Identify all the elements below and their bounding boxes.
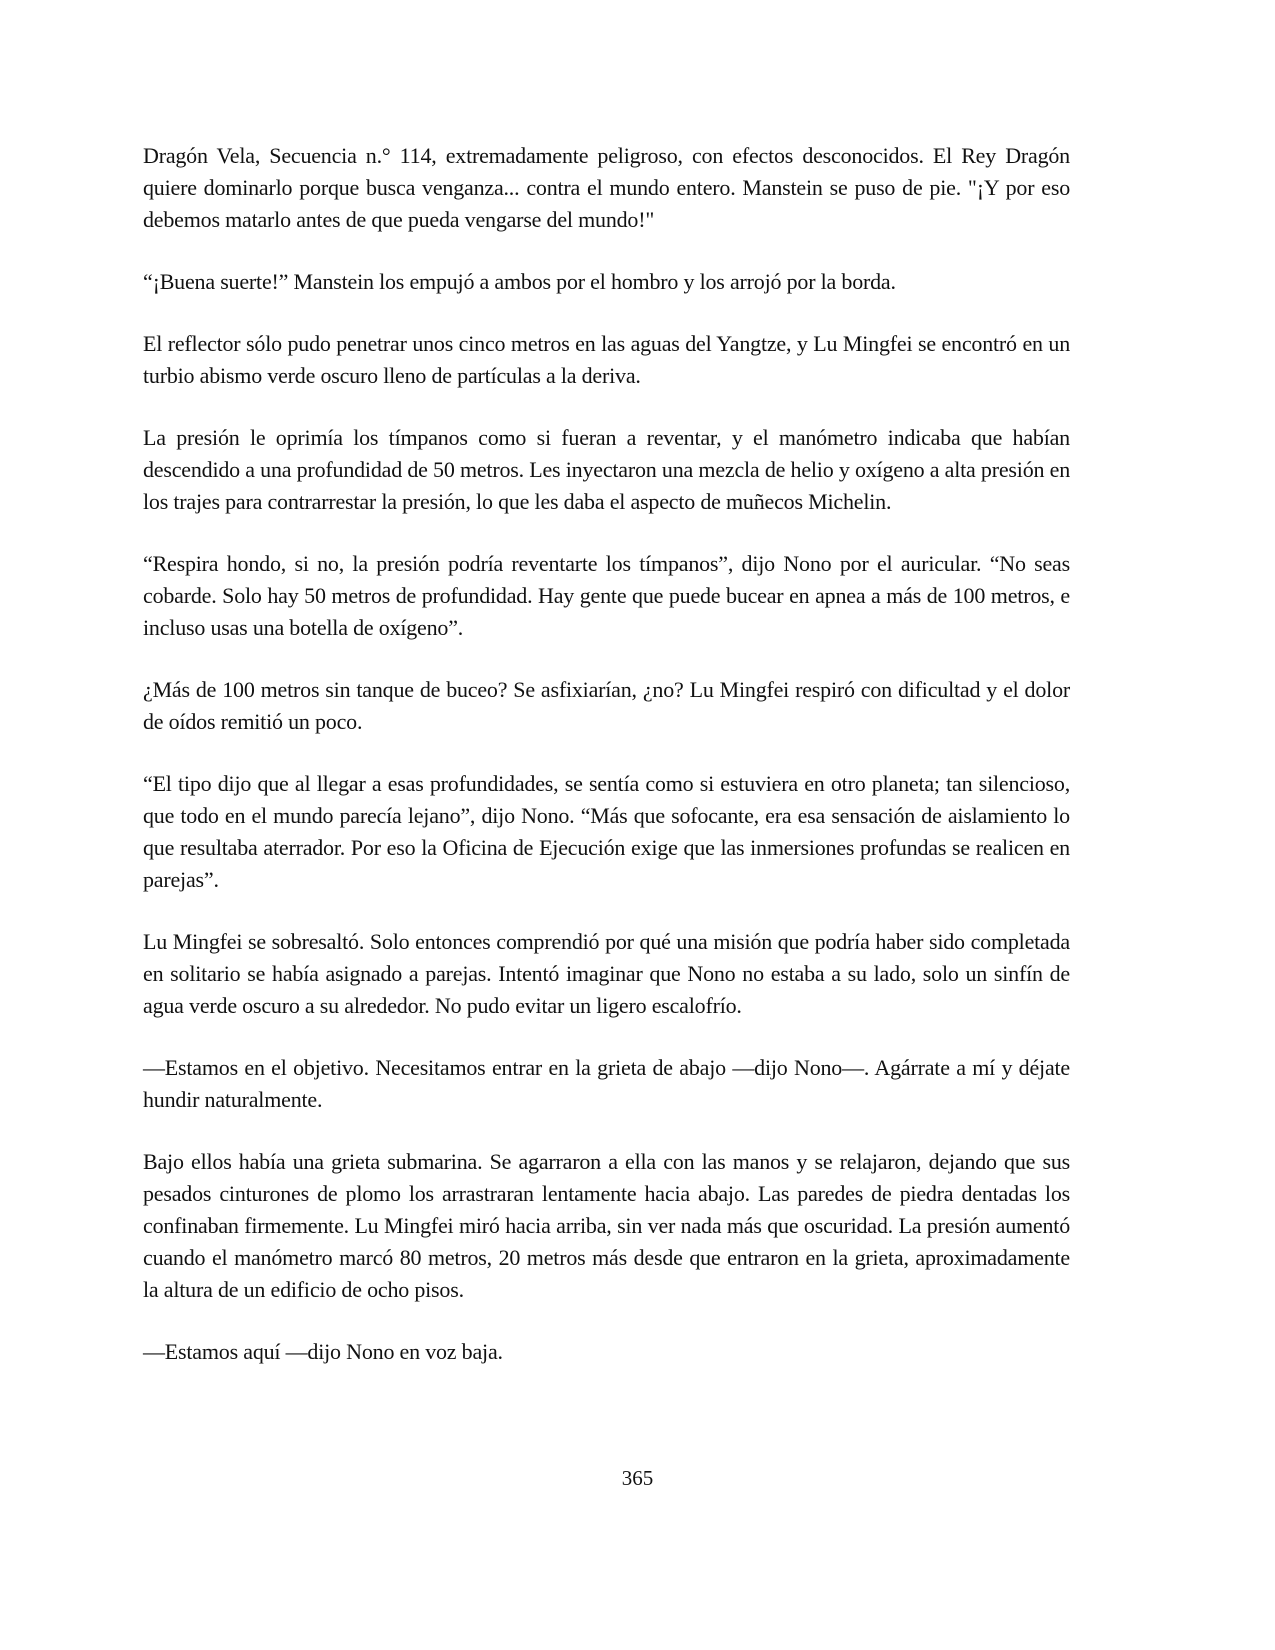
paragraph: Bajo ellos había una grieta submarina. Se agarraron a ella con las manos y se relajaron, dejando que sus pesados cinturones de plomo los arrastraran lentamente hacia abajo. Las paredes de piedra dentadas los confinaban firmemente. Lu Mingfei miró hacia arriba, sin ver nada más que oscuridad. La presión aumentó cuando el manómetro marcó 80 metros, 20 metros más desde que entraron en la grieta, aproximadamente la altura de un edificio de ocho pisos. <box>143 1149 1070 1302</box>
page-number: 365 <box>621 1466 654 1490</box>
paragraph: “Respira hondo, si no, la presión podría reventarte los tímpanos”, dijo Nono por el auricular. “No seas cobarde. Solo hay 50 metros de profundidad. Hay gente que puede bucear en apnea a más de 100 metros, e incluso usas una botella de oxígeno”. <box>143 551 1070 640</box>
paragraph: “El tipo dijo que al llegar a esas profundidades, se sentía como si estuviera en otro planeta; tan silencioso, que todo en el mundo parecía lejano”, dijo Nono. “Más que sofocante, era esa sensación de aislamiento lo que resultaba aterrador. Por eso la Oficina de Ejecución exige que las inmersiones profundas se realicen en parejas”. <box>143 771 1070 892</box>
paragraph: —Estamos aquí —dijo Nono en voz baja. <box>143 1339 503 1364</box>
paragraph: —Estamos en el objetivo. Necesitamos entrar en la grieta de abajo —dijo Nono—. Agárrate a mí y déjate hundir naturalmente. <box>143 1055 1070 1112</box>
paragraph: Dragón Vela, Secuencia n.° 114, extremadamente peligroso, con efectos desconocidos. El Rey Dragón quiere dominarlo porque busca venganza... contra el mundo entero. Manstein se puso de pie. "¡Y por eso debemos matarlo antes de que pueda vengarse del mundo!" <box>143 143 1070 232</box>
paragraph: Lu Mingfei se sobresaltó. Solo entonces comprendió por qué una misión que podría haber sido completada en solitario se había asignado a parejas. Intentó imaginar que Nono no estaba a su lado, solo un sinfín de agua verde oscuro a su alrededor. No pudo evitar un ligero escalofrío. <box>143 929 1070 1018</box>
paragraph: “¡Buena suerte!” Manstein los empujó a ambos por el hombro y los arrojó por la borda. <box>143 269 896 294</box>
paragraph: El reflector sólo pudo penetrar unos cinco metros en las aguas del Yangtze, y Lu Mingfei se encontró en un turbio abismo verde oscuro lleno de partículas a la deriva. <box>143 331 1070 388</box>
paragraph: La presión le oprimía los tímpanos como si fueran a reventar, y el manómetro indicaba que habían descendido a una profundidad de 50 metros. Les inyectaron una mezcla de helio y oxígeno a alta presión en los trajes para contrarrestar la presión, lo que les daba el aspecto de muñecos Michelin. <box>143 425 1070 514</box>
paragraph: ¿Más de 100 metros sin tanque de buceo? Se asfixiarían, ¿no? Lu Mingfei respiró con dificultad y el dolor de oídos remitió un poco. <box>143 677 1070 734</box>
page-body <box>143 140 1070 1398</box>
